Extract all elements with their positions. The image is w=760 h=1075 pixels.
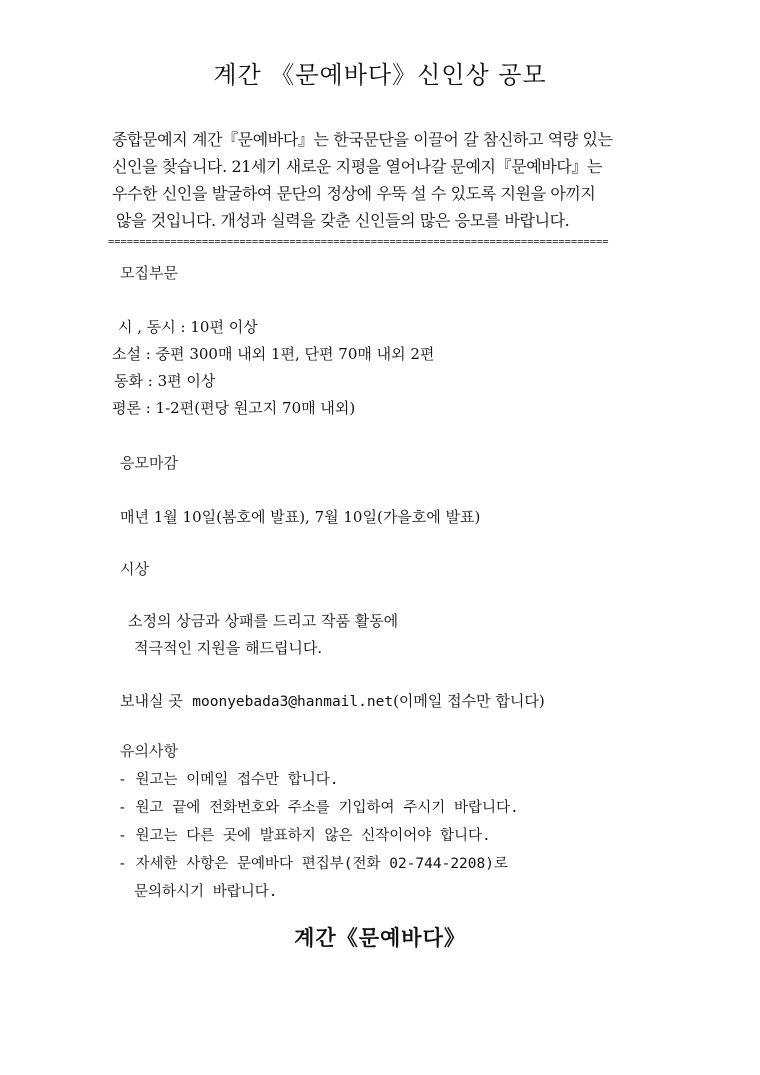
page-title: 계간 《문예바다》신인상 공모 xyxy=(213,61,547,89)
recruit-item: 시 , 동시 : 10편 이상 xyxy=(118,318,258,336)
divider: ================================================================================ xyxy=(108,236,609,248)
recruit-item: 동화 : 3편 이상 xyxy=(114,372,216,390)
deadline-heading: 응모마감 xyxy=(120,454,178,472)
award-line: 적극적인 지원을 해드립니다. xyxy=(134,639,323,657)
award-heading: 시상 xyxy=(120,560,149,578)
footer-title: 계간《문예바다》 xyxy=(294,925,466,950)
award-line: 소정의 상금과 상패를 드리고 작품 활동에 xyxy=(128,612,399,630)
intro-line: 신인을 찾습니다. 21세기 새로운 지평을 열어나갈 문예지『문예바다』는 xyxy=(112,157,603,176)
intro-line: 않을 것입니다. 개성과 실력을 갖춘 신인들의 많은 응모를 바랍니다. xyxy=(116,211,570,230)
notes-item: - 자세한 사항은 문예바다 편집부(전화 02-744-2208)로 xyxy=(118,856,508,872)
recruit-heading: 모집부문 xyxy=(120,264,178,282)
recruit-item: 평론 : 1-2편(편당 원고지 70매 내외) xyxy=(112,399,356,417)
recruit-item: 소설 : 중편 300매 내외 1편, 단편 70매 내외 2편 xyxy=(112,345,435,363)
send-address xyxy=(120,690,545,711)
notes-item: - 원고 끝에 전화번호와 주소를 기입하여 주시기 바랍니다. xyxy=(118,800,519,816)
send-email: moonyebada3@hanmail.net xyxy=(192,694,394,710)
notes-item: 문의하시기 바랍니다. xyxy=(134,884,278,900)
intro-line: 우수한 신인을 발굴하여 문단의 정상에 우뚝 설 수 있도록 지원을 아끼지 xyxy=(112,184,596,203)
notes-item: - 원고는 이메일 접수만 합니다. xyxy=(118,772,339,788)
send-label: 보내실 곳 xyxy=(120,692,183,710)
notes-item: - 원고는 다른 곳에 발표하지 않은 신작이어야 합니다. xyxy=(118,828,491,844)
intro-line: 종합문예지 계간『문예바다』는 한국문단을 이끌어 갈 참신하고 역량 있는 xyxy=(112,130,613,149)
notes-heading: 유의사항 xyxy=(120,742,178,760)
send-note: (이메일 접수만 합니다) xyxy=(393,692,545,710)
deadline-text: 매년 1월 10일(봄호에 발표), 7월 10일(가을호에 발표) xyxy=(120,508,481,526)
